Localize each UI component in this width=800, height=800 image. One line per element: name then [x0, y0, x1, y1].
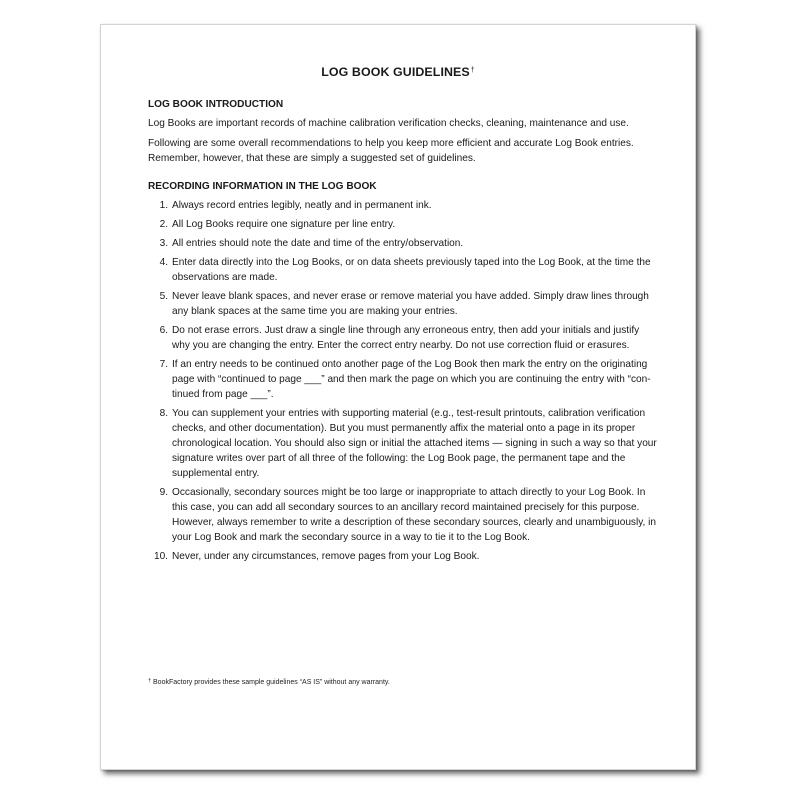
intro-paragraph-2: Following are some overall recommendations to help you keep more efficient and accurate Log Book entries. Remember, however, that these are simply a suggested set of guidelines.: [148, 138, 634, 164]
list-item: [148, 289, 658, 319]
list-item-text: All entries should note the date and time of the entry/observation.: [172, 238, 464, 249]
list-item-number: 8.: [159, 408, 168, 419]
recording-heading: RECORDING INFORMATION IN THE LOG BOOK: [148, 181, 377, 192]
list-item: [148, 549, 658, 564]
list-item: [148, 406, 658, 481]
list-item-number: 3.: [159, 238, 168, 249]
footnote-dagger-mark: †: [148, 678, 152, 684]
list-item-number: 2.: [159, 219, 168, 230]
list-item: [148, 357, 658, 402]
list-item-text: Do not erase errors. Just draw a single line through any erroneous entry, then add your initials and justify why you are changing the entry. Enter the correct entry nearby. Do not use correction fluid or erasures.: [172, 325, 640, 351]
recording-section: [148, 179, 658, 568]
list-item: [148, 485, 658, 545]
list-item-number: 10.: [153, 551, 168, 562]
list-item-text: Enter data directly into the Log Books, or on data sheets previously taped into the Log Book, at the time the observations are made.: [172, 257, 651, 283]
list-item-text: Never, under any circumstances, remove pages from your Log Book.: [172, 551, 480, 562]
list-item-text: Never leave blank spaces, and never erase or remove material you have added. Simply draw lines through any blank spaces at the same time you are making your entries.: [172, 291, 649, 317]
list-item-number: 7.: [159, 359, 168, 370]
list-item-text: Occasionally, secondary sources might be too large or inappropriate to attach directly to your Log Book. In this case, you can add all secondary sources to an ancillary record maintained precisely for this purpose. However, always remember to write a description of these secondary sources, clearly and unambiguously, in your Log Book and mark the secondary source in a way to tie it to the Log Book.: [172, 487, 656, 543]
list-item: [148, 198, 658, 213]
intro-paragraph-1: Log Books are important records of machine calibration verification checks, cleaning, maintenance and use.: [148, 118, 629, 129]
list-item-text: Always record entries legibly, neatly and in permanent ink.: [172, 200, 432, 211]
list-item-number: 6.: [159, 325, 168, 336]
intro-heading: LOG BOOK INTRODUCTION: [148, 99, 284, 110]
list-item-number: 9.: [159, 487, 168, 498]
footnote: [148, 678, 390, 686]
list-item-text: If an entry needs to be continued onto another page of the Log Book then mark the entry on the originating page with “continued to page ___” and then mark the page on which you are continuing the entry with “con-tinued from page ___”.: [172, 359, 651, 400]
list-item: [148, 217, 658, 232]
page-title-text: LOG BOOK GUIDELINES: [321, 65, 470, 79]
list-item-text: You can supplement your entries with supporting material (e.g., test-result printouts, calibration verification checks, and other documentation). But you must permanently affix the material onto a page in its proper chronological location. You should also sign or initial the attached items — signing in such a way so that your signature writes over part of all three of the following: the Log Book page, the permanent tape and the supplemental entry.: [172, 408, 657, 479]
page-title: [101, 65, 695, 79]
title-dagger-mark: †: [470, 67, 475, 74]
list-item-number: 5.: [159, 291, 168, 302]
footnote-text: BookFactory provides these sample guidelines “AS IS” without any warranty.: [151, 679, 390, 686]
list-item: [148, 323, 658, 353]
list-item-number: 4.: [159, 257, 168, 268]
list-item-text: All Log Books require one signature per line entry.: [172, 219, 396, 230]
intro-section: [148, 97, 658, 171]
guideline-list: [148, 198, 658, 564]
list-item: [148, 236, 658, 251]
document-page: [100, 24, 696, 770]
list-item-number: 1.: [159, 200, 168, 211]
list-item: [148, 255, 658, 285]
